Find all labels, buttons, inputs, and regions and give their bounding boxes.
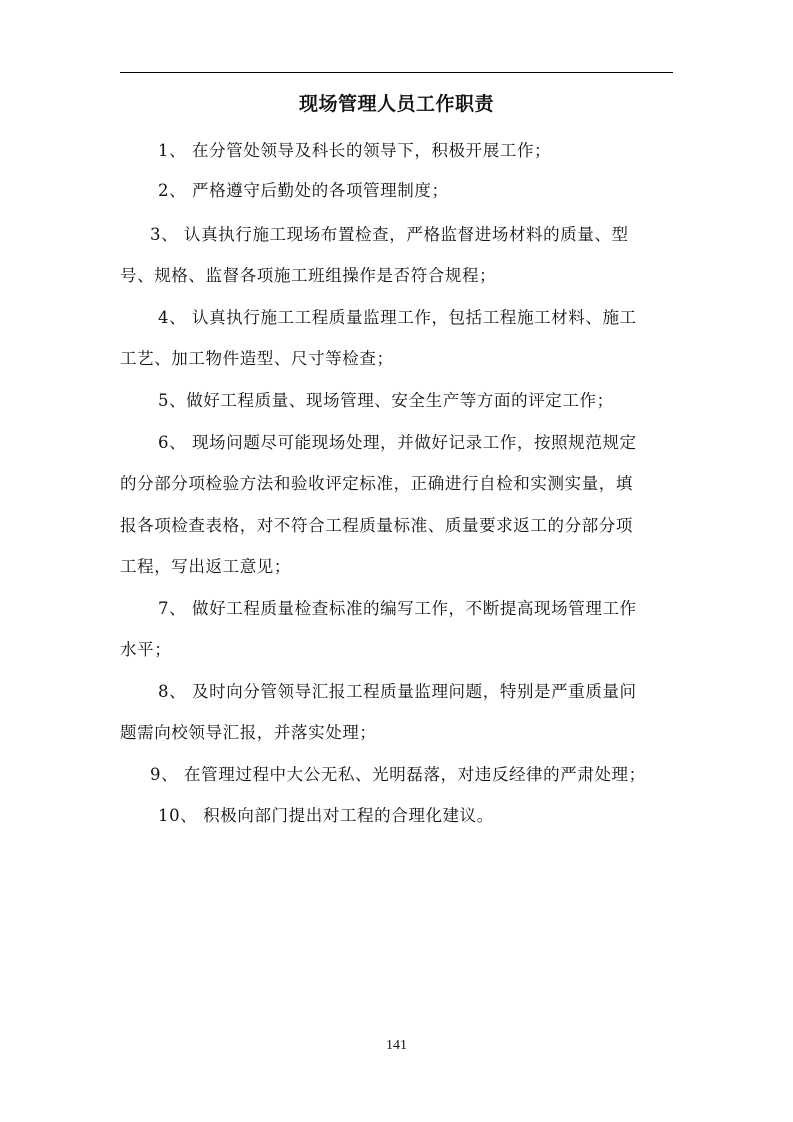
duty-item-1: 1、 在分管处领导及科长的领导下，积极开展工作； — [158, 141, 552, 160]
duty-item-4-cont: 工艺、加工物件造型、尺寸等检查； — [120, 349, 394, 368]
duty-item-10: 10、 积极向部门提出对工程的合理化建议。 — [158, 806, 494, 825]
duty-item-4: 4、 认真执行施工工程质量监理工作，包括工程施工材料、施工 — [158, 308, 637, 327]
page-title: 现场管理人员工作职责 — [298, 93, 494, 115]
duty-item-8: 8、 及时向分管领导汇报工程质量监理问题，特别是严重质量问 — [158, 682, 637, 701]
header-rule — [120, 72, 673, 73]
duty-item-3-cont: 号、规格、监督各项施工班组操作是否符合规程； — [120, 266, 497, 285]
duty-item-8-cont: 题需向校领导汇报，并落实处理； — [120, 723, 377, 742]
duty-item-6-cont-2: 报各项检查表格，对不符合工程质量标准、质量要求返工的分部分项 — [120, 516, 633, 535]
duty-item-3: 3、 认真执行施工现场布置检查，严格监督进场材料的质量、型 — [150, 225, 629, 244]
duty-item-7-cont: 水平； — [120, 640, 172, 659]
duty-item-6-cont-3: 工程，写出返工意见； — [120, 557, 291, 576]
duty-item-6-cont-1: 的分部分项检验方法和验收评定标准，正确进行自检和实测实量，填 — [120, 474, 633, 493]
duty-item-7: 7、 做好工程质量检查标准的编写工作，不断提高现场管理工作 — [158, 599, 637, 618]
duty-item-9: 9、 在管理过程中大公无私、光明磊落，对违反经律的严肃处理； — [150, 765, 646, 784]
duty-item-5: 5、做好工程质量、现场管理、安全生产等方面的评定工作； — [158, 391, 614, 410]
duty-item-2: 2、 严格遵守后勤处的各项管理制度； — [158, 181, 449, 200]
duty-item-6: 6、 现场问题尽可能现场处理，并做好记录工作，按照规范规定 — [158, 433, 637, 452]
page-number: 141 — [386, 1038, 407, 1053]
